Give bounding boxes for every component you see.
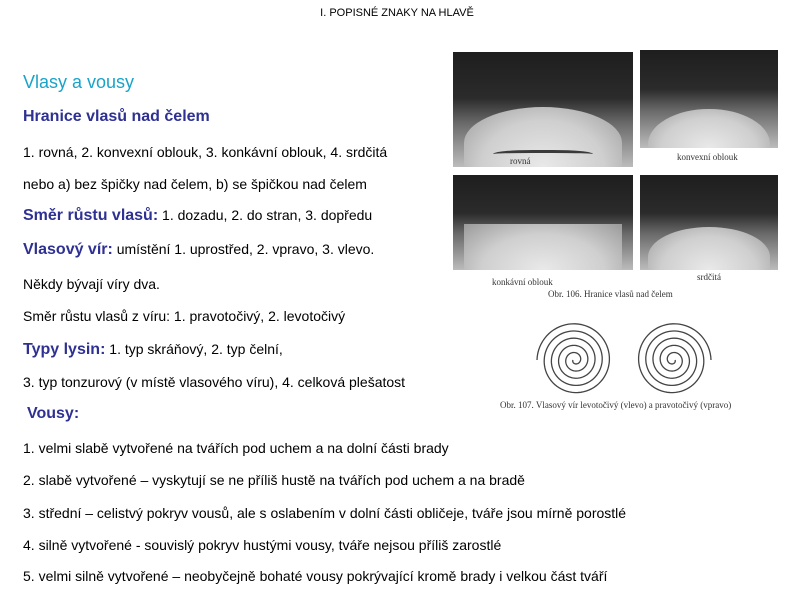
baldness-text: 1. typ skráňový, 2. typ čelní, xyxy=(105,341,283,357)
photo-caption-heart: srdčitá xyxy=(697,272,721,282)
whorl-text: umístění 1. uprostřed, 2. vpravo, 3. vlevo. xyxy=(112,241,375,257)
whorl-spiral-left xyxy=(530,318,620,402)
hairline-variants: nebo a) bez špičky nad čelem, b) se špičkou nad čelem xyxy=(23,176,367,192)
whorl-position xyxy=(23,241,374,259)
figure-106-caption: Obr. 106. Hranice vlasů nad čelem xyxy=(548,289,673,299)
beard-item-5: 5. velmi silně vytvořené – neobyčejně bohaté vousy pokrývající kromě brady i velkou část tváří xyxy=(23,568,608,584)
beard-item-4: 4. silně vytvořené - souvislý pokryv hustými vousy, tváře nejsou příliš zarostlé xyxy=(23,537,502,553)
hairline-photo-straight xyxy=(453,52,633,167)
hairline-types: 1. rovná, 2. konvexní oblouk, 3. konkávní oblouk, 4. srdčitá xyxy=(23,144,388,160)
whorl-direction: Směr růstu vlasů z víru: 1. pravotočivý, 2. levotočivý xyxy=(23,308,346,324)
beard-heading: Vousy: xyxy=(27,405,80,422)
section-title: Vlasy a vousy xyxy=(23,72,135,92)
photo-caption-convex: konvexní oblouk xyxy=(677,152,738,162)
baldness-types xyxy=(23,341,283,359)
hairline-photo-concave xyxy=(453,175,633,270)
page-header: I. POPISNÉ ZNAKY NA HLAVĚ xyxy=(320,7,474,19)
growth-text: 1. dozadu, 2. do stran, 3. dopředu xyxy=(158,207,373,223)
hairline-photo-convex xyxy=(640,50,778,148)
beard-item-3: 3. střední – celistvý pokryv vousů, ale s oslabením v dolní části obličeje, tváře jsou mírně porostlé xyxy=(23,505,627,521)
beard-item-1: 1. velmi slabě vytvořené na tvářích pod uchem a na dolní části brady xyxy=(23,440,449,456)
baldness-types-2: 3. typ tonzurový (v místě vlasového víru), 4. celková plešatost xyxy=(23,374,406,390)
baldness-label: Typy lysin: xyxy=(23,341,106,358)
hairline-heading: Hranice vlasů nad čelem xyxy=(23,108,210,125)
beard-item-2: 2. slabě vytvořené – vyskytují se ne příliš hustě na tvářích pod uchem a na bradě xyxy=(23,472,525,488)
whorl-spiral-right xyxy=(628,318,718,402)
growth-label: Směr růstu vlasů: xyxy=(23,207,159,224)
figure-107-caption: Obr. 107. Vlasový vír levotočivý (vlevo) a pravotočivý (vpravo) xyxy=(500,400,732,410)
photo-caption-concave: konkávní oblouk xyxy=(492,277,553,287)
hairline-photo-heart xyxy=(640,175,778,270)
photo-caption-straight: rovná xyxy=(510,156,531,166)
growth-direction xyxy=(23,207,372,225)
whorl-note: Někdy bývají víry dva. xyxy=(23,276,160,292)
whorl-label: Vlasový vír: xyxy=(23,241,113,258)
